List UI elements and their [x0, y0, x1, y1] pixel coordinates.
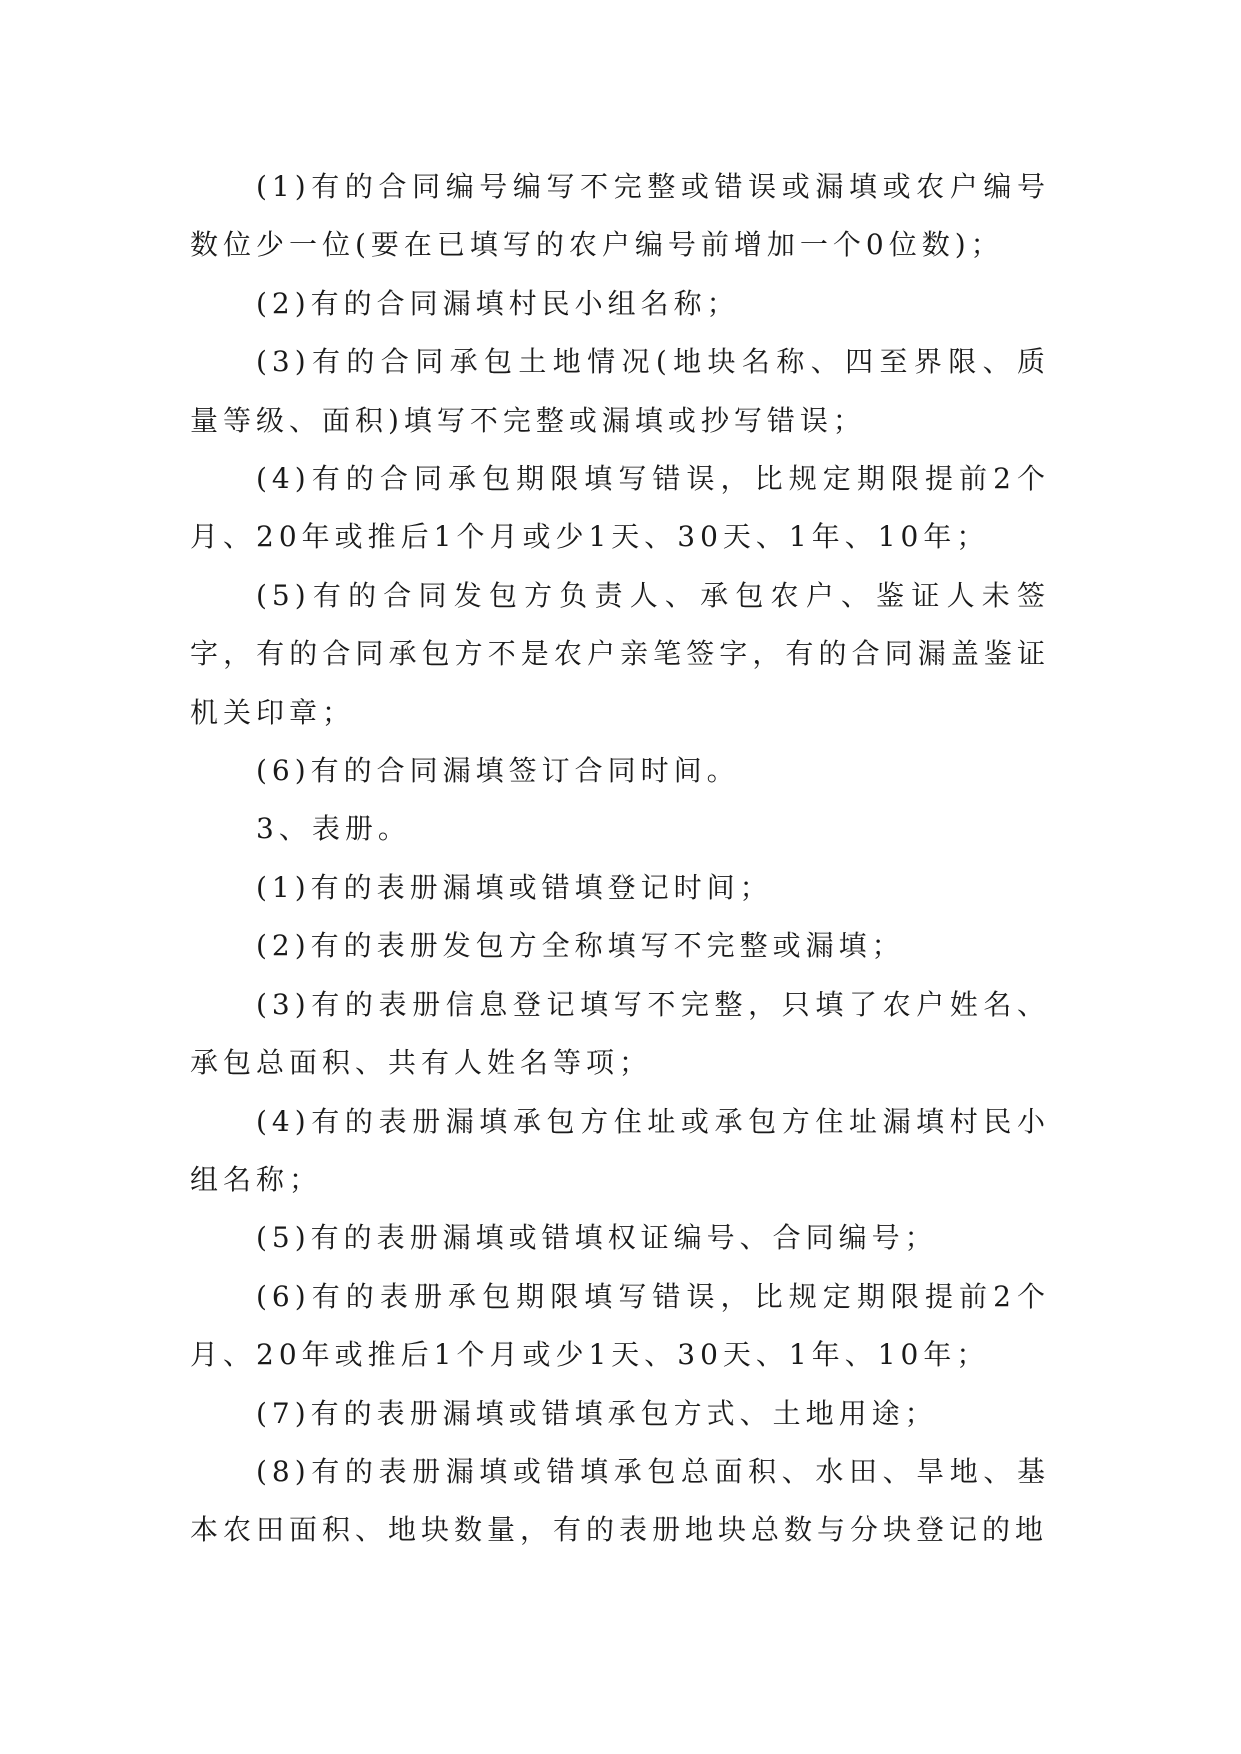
- paragraph-register-3: (3)有的表册信息登记填写不完整，只填了农户姓名、承包总面积、共有人姓名等项；: [190, 987, 1050, 1080]
- paragraph-contract-1: (1)有的合同编号编写不完整或错误或漏填或农户编号数位少一位(要在已填写的农户编号前增加一个0位数)；: [190, 170, 1050, 262]
- paragraph-register-6: (6)有的表册承包期限填写错误，比规定期限提前2个月、20年或推后1个月或少1天、30天、1年、10年；: [190, 1279, 1050, 1372]
- paragraph-contract-3: (3)有的合同承包土地情况(地块名称、四至界限、质量等级、面积)填写不完整或漏填或抄写错误；: [190, 345, 1050, 437]
- paragraph-register-1: (1)有的表册漏填或错填登记时间；: [256, 870, 773, 904]
- paragraph-contract-6: (6)有的合同漏填签订合同时间。: [256, 754, 740, 788]
- paragraph-register-5: (5)有的表册漏填或错填权证编号、合同编号；: [256, 1221, 938, 1255]
- document-body: [190, 158, 1050, 1560]
- paragraph-register-7: (7)有的表册漏填或错填承包方式、土地用途；: [256, 1396, 938, 1430]
- paragraph-register-2: (2)有的表册发包方全称填写不完整或漏填；: [256, 929, 905, 963]
- paragraph-register-8: (8)有的表册漏填或错填承包总面积、水田、旱地、基本农田面积、地块数量，有的表册地块总数与分块登记的地: [190, 1454, 1050, 1547]
- paragraph-contract-5: (5)有的合同发包方负责人、承包农户、鉴证人未签字，有的合同承包方不是农户亲笔签字，有的合同漏盖鉴证机关印章；: [190, 578, 1050, 729]
- paragraph-contract-2: (2)有的合同漏填村民小组名称；: [256, 286, 740, 320]
- section-heading-registers: 3、表册。: [256, 812, 411, 846]
- paragraph-contract-4: (4)有的合同承包期限填写错误，比规定期限提前2个月、20年或推后1个月或少1天、30天、1年、10年；: [190, 462, 1050, 554]
- paragraph-register-4: (4)有的表册漏填承包方住址或承包方住址漏填村民小组名称；: [190, 1104, 1050, 1196]
